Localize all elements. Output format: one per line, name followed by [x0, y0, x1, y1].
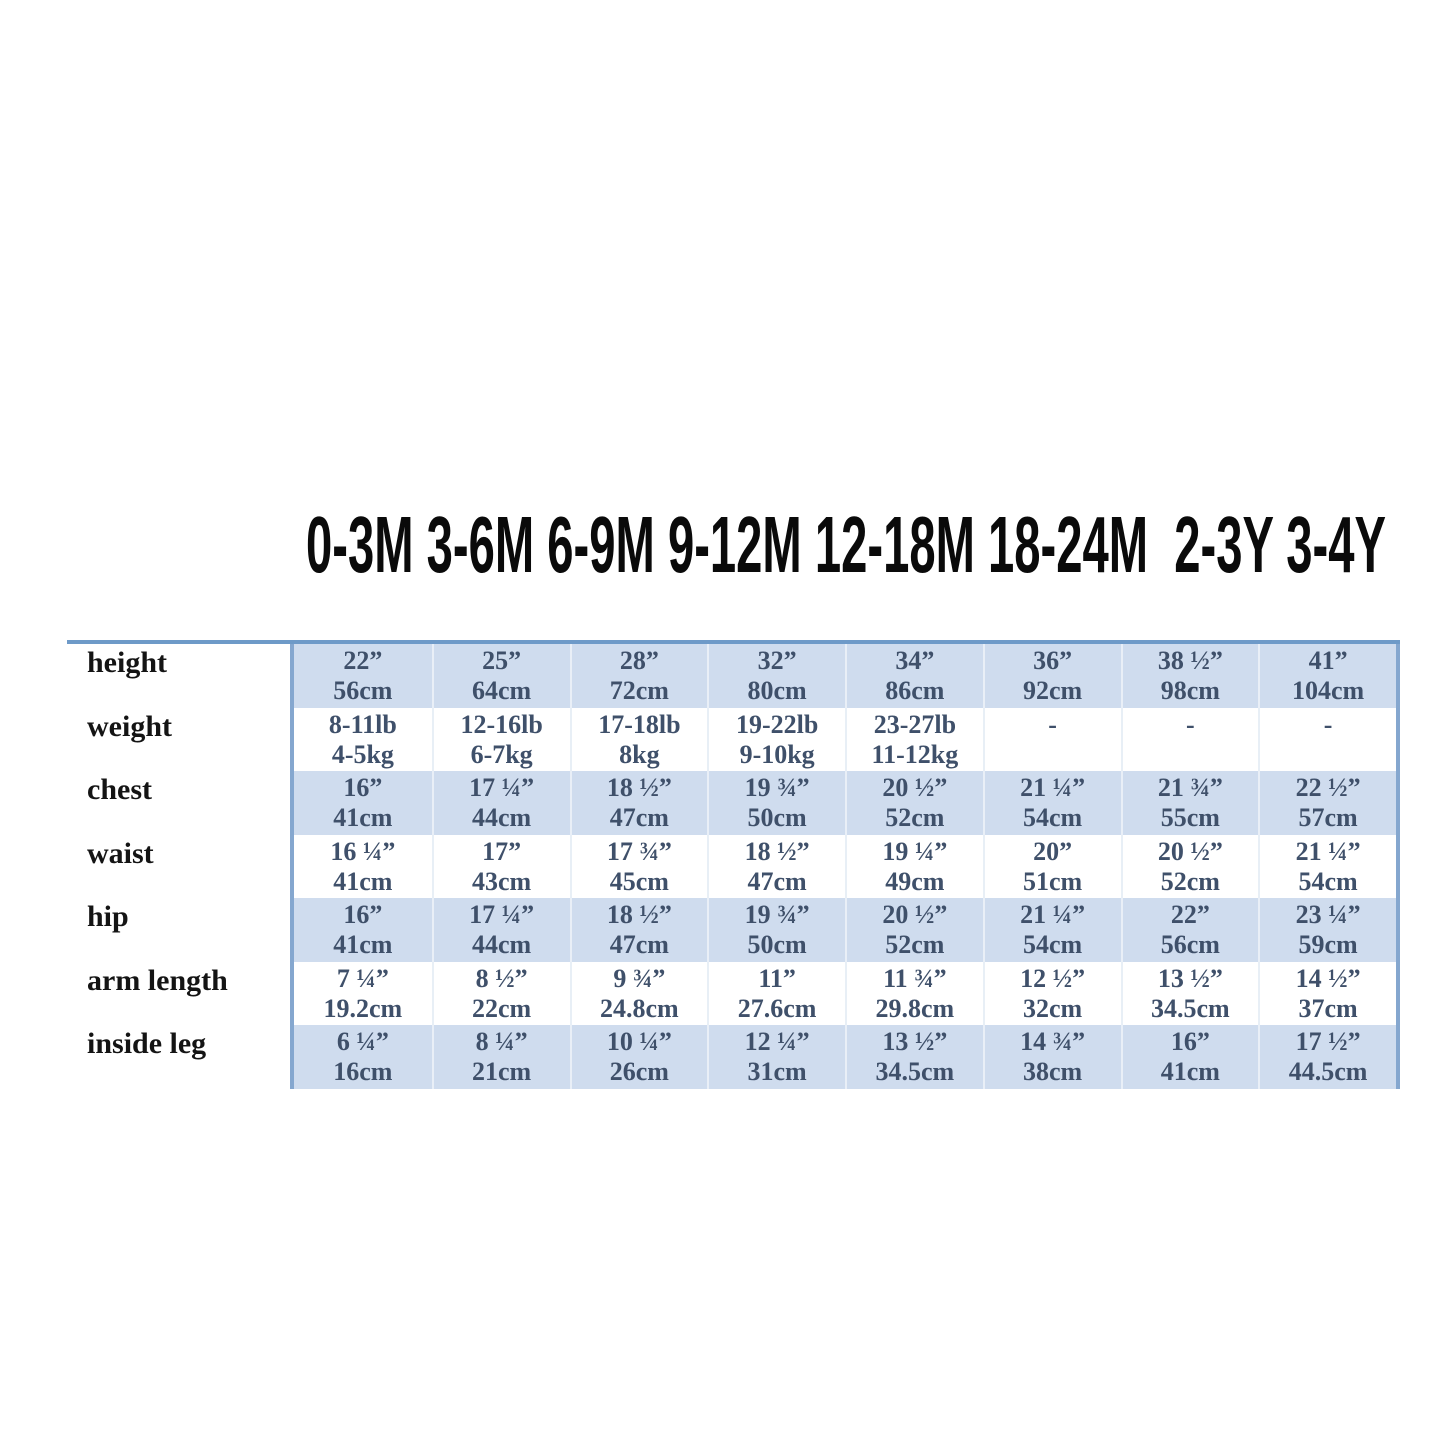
cell-metric-value: 9-10kg	[739, 739, 815, 769]
cell-metric-value: 26cm	[609, 1057, 669, 1086]
cell-imperial-value: 17 ¾”	[606, 836, 672, 866]
cell-imperial-value: 17 ¼”	[469, 773, 535, 802]
cell-imperial-value: 28”	[619, 646, 659, 675]
cell-imperial-value: 16”	[343, 900, 383, 929]
row-cells	[290, 962, 1400, 1026]
table-cell	[570, 898, 708, 962]
table-cell	[845, 835, 983, 899]
table-cell	[983, 1025, 1121, 1089]
table-cell	[983, 708, 1121, 772]
table-cell	[707, 644, 845, 708]
cell-imperial-value: 16”	[1170, 1027, 1210, 1056]
cell-imperial-value: 13 ½”	[1157, 963, 1223, 993]
table-row-weight	[67, 708, 1400, 772]
cell-metric-value: 45cm	[609, 866, 669, 896]
cell-imperial-value: 19 ¾”	[744, 773, 810, 802]
table-cell	[1121, 708, 1259, 772]
row-label: hip	[67, 898, 290, 962]
table-cell	[983, 835, 1121, 899]
row-label: waist	[67, 835, 290, 899]
cell-imperial-value: 14 ¾”	[1020, 1027, 1086, 1056]
cell-imperial-value: 18 ½”	[744, 836, 810, 866]
cell-imperial-value: 20 ½”	[882, 900, 948, 929]
cell-imperial-value: -	[1323, 709, 1333, 739]
cell-imperial-value: 17-18lb	[598, 709, 681, 739]
table-row-arm-length	[67, 962, 1400, 1026]
table-cell	[294, 835, 432, 899]
cell-metric-value: 11-12kg	[871, 739, 959, 769]
table-cell	[432, 708, 570, 772]
table-cell	[294, 1025, 432, 1089]
size-group-header: 0-3M 3-6M 6-9M 9-12M 12-18M 18-24M 2-3Y 3-4Y	[306, 500, 1386, 589]
table-cell	[1258, 644, 1396, 708]
cell-metric-value: 49cm	[885, 866, 945, 896]
cell-metric-value	[985, 740, 1121, 770]
cell-metric-value: 72cm	[609, 676, 669, 705]
table-cell	[432, 835, 570, 899]
cell-metric-value: 19.2cm	[323, 993, 403, 1023]
cell-imperial-value: 8 ½”	[475, 963, 528, 993]
cell-metric-value	[1123, 740, 1259, 770]
cell-metric-value: 47cm	[609, 930, 669, 959]
cell-metric-value: 8kg	[619, 739, 660, 769]
cell-metric-value: 24.8cm	[600, 993, 679, 1023]
row-label: arm length	[67, 962, 290, 1026]
cell-imperial-value: 22”	[1170, 900, 1210, 929]
cell-imperial-value: 18 ½”	[606, 773, 672, 802]
cell-imperial-value: 8-11lb	[328, 709, 397, 739]
row-cells	[290, 708, 1400, 772]
row-label: chest	[67, 771, 290, 835]
cell-imperial-value: 32”	[757, 646, 797, 675]
row-cells	[290, 644, 1400, 708]
row-cells	[290, 1025, 1400, 1089]
cell-imperial-value: -	[1048, 709, 1057, 739]
cell-imperial-value: 18 ½”	[606, 900, 672, 929]
cell-imperial-value: 19 ¾”	[744, 900, 810, 929]
cell-metric-value: 32cm	[1023, 993, 1083, 1023]
cell-imperial-value: 8 ¼”	[475, 1027, 528, 1056]
table-cell	[1121, 835, 1259, 899]
cell-metric-value: 16cm	[333, 1057, 393, 1086]
table-cell	[570, 771, 708, 835]
cell-metric-value: 34.5cm	[1151, 993, 1230, 1023]
row-cells	[290, 898, 1400, 962]
table-cell	[570, 962, 708, 1026]
cell-metric-value: 44cm	[472, 803, 532, 832]
row-label: weight	[67, 708, 290, 772]
table-cell	[294, 962, 432, 1026]
cell-imperial-value: 14 ½”	[1295, 963, 1361, 993]
table-row-chest	[67, 771, 1400, 835]
cell-imperial-value: 22 ½”	[1295, 773, 1361, 802]
cell-metric-value: 52cm	[885, 930, 945, 959]
cell-metric-value: 34.5cm	[875, 1057, 955, 1086]
cell-metric-value: 4-5kg	[331, 739, 394, 769]
cell-metric-value: 64cm	[472, 676, 532, 705]
table-cell	[1121, 1025, 1259, 1089]
table-cell	[432, 1025, 570, 1089]
cell-metric-value: 37cm	[1298, 993, 1358, 1023]
size-chart-table	[67, 640, 1400, 1089]
cell-imperial-value: 16 ¼”	[330, 836, 396, 866]
cell-metric-value: 50cm	[747, 803, 807, 832]
table-cell	[983, 644, 1121, 708]
cell-metric-value: 21cm	[472, 1057, 532, 1086]
cell-metric-value: 41cm	[333, 866, 393, 896]
table-cell	[845, 644, 983, 708]
table-cell	[1258, 771, 1396, 835]
cell-imperial-value: 17 ¼”	[469, 900, 535, 929]
cell-metric-value: 41cm	[333, 930, 393, 959]
table-cell	[1121, 898, 1259, 962]
table-cell	[845, 962, 983, 1026]
cell-metric-value: 54cm	[1023, 803, 1083, 832]
cell-metric-value: 6-7kg	[470, 739, 533, 769]
cell-metric-value: 44.5cm	[1288, 1057, 1368, 1086]
table-cell	[294, 898, 432, 962]
cell-imperial-value: 19 ¼”	[882, 836, 948, 866]
table-cell	[1258, 962, 1396, 1026]
table-cell	[845, 708, 983, 772]
cell-imperial-value: 13 ½”	[882, 1027, 948, 1056]
cell-imperial-value: 21 ¼”	[1295, 836, 1361, 866]
cell-metric-value: 47cm	[609, 803, 669, 832]
table-cell	[1258, 1025, 1396, 1089]
table-cell	[1258, 708, 1396, 772]
cell-imperial-value: 21 ¼”	[1020, 900, 1086, 929]
cell-metric-value: 44cm	[472, 930, 532, 959]
table-cell	[707, 708, 845, 772]
row-cells	[290, 835, 1400, 899]
table-cell	[845, 898, 983, 962]
cell-metric-value: 52cm	[885, 803, 945, 832]
table-row-waist	[67, 835, 1400, 899]
cell-metric-value: 57cm	[1298, 803, 1358, 832]
cell-metric-value: 29.8cm	[875, 993, 955, 1023]
cell-metric-value: 98cm	[1160, 676, 1220, 705]
table-cell	[570, 835, 708, 899]
cell-metric-value: 92cm	[1023, 676, 1083, 705]
cell-metric-value: 104cm	[1292, 676, 1365, 705]
cell-imperial-value: 12 ½”	[1020, 963, 1086, 993]
cell-metric-value: 41cm	[333, 803, 393, 832]
cell-imperial-value: 21 ¼”	[1020, 773, 1086, 802]
cell-metric-value: 38cm	[1023, 1057, 1083, 1086]
table-cell	[707, 771, 845, 835]
cell-metric-value: 27.6cm	[737, 993, 817, 1023]
cell-imperial-value: 19-22lb	[735, 709, 819, 739]
table-cell	[432, 771, 570, 835]
cell-imperial-value: 6 ¼”	[336, 1027, 389, 1056]
cell-imperial-value: 7 ¼”	[336, 963, 389, 993]
row-label: height	[67, 644, 290, 708]
cell-imperial-value: 20 ½”	[882, 773, 948, 802]
cell-imperial-value: 20 ½”	[1157, 836, 1223, 866]
cell-metric-value: 31cm	[747, 1057, 807, 1086]
cell-imperial-value: 41”	[1308, 646, 1348, 675]
table-cell	[432, 962, 570, 1026]
cell-metric-value: 43cm	[472, 866, 532, 896]
cell-imperial-value: 9 ¾”	[613, 963, 666, 993]
table-cell	[707, 835, 845, 899]
cell-imperial-value: 34”	[895, 646, 935, 675]
table-row-hip	[67, 898, 1400, 962]
cell-imperial-value: 16”	[343, 773, 383, 802]
table-cell	[845, 1025, 983, 1089]
cell-metric-value: 54cm	[1298, 866, 1358, 896]
table-cell	[432, 898, 570, 962]
table-cell	[707, 898, 845, 962]
cell-imperial-value: 20”	[1033, 836, 1073, 866]
table-cell	[1258, 898, 1396, 962]
table-cell	[1121, 962, 1259, 1026]
table-cell	[432, 644, 570, 708]
table-cell	[707, 962, 845, 1026]
cell-imperial-value: 23-27lb	[873, 709, 957, 739]
cell-imperial-value: 38 ½”	[1157, 646, 1223, 675]
table-cell	[1258, 835, 1396, 899]
cell-imperial-value: -	[1186, 709, 1195, 739]
cell-metric-value: 55cm	[1160, 803, 1220, 832]
row-label: inside leg	[67, 1025, 290, 1089]
table-cell	[294, 771, 432, 835]
cell-metric-value: 50cm	[747, 930, 807, 959]
cell-metric-value: 86cm	[885, 676, 945, 705]
cell-imperial-value: 11”	[758, 963, 796, 993]
cell-imperial-value: 25”	[482, 646, 522, 675]
table-cell	[707, 1025, 845, 1089]
table-cell	[570, 1025, 708, 1089]
cell-imperial-value: 17 ½”	[1295, 1027, 1361, 1056]
cell-imperial-value: 22”	[343, 646, 383, 675]
table-cell	[1121, 644, 1259, 708]
table-cell	[983, 771, 1121, 835]
table-cell	[983, 962, 1121, 1026]
cell-imperial-value: 12-16lb	[460, 709, 543, 739]
cell-imperial-value: 10 ¼”	[606, 1027, 672, 1056]
cell-metric-value: 56cm	[1160, 930, 1220, 959]
cell-metric-value: 59cm	[1298, 930, 1358, 959]
cell-metric-value: 41cm	[1160, 1057, 1220, 1086]
table-cell	[294, 708, 432, 772]
cell-metric-value: 51cm	[1023, 866, 1083, 896]
table-cell	[983, 898, 1121, 962]
cell-imperial-value: 21 ¾”	[1157, 773, 1223, 802]
cell-metric-value: 80cm	[747, 676, 807, 705]
table-cell	[570, 644, 708, 708]
table-cell	[294, 644, 432, 708]
cell-metric-value: 22cm	[472, 993, 532, 1023]
cell-imperial-value: 12 ¼”	[744, 1027, 810, 1056]
cell-imperial-value: 36”	[1033, 646, 1073, 675]
cell-metric-value	[1260, 740, 1396, 770]
cell-imperial-value: 23 ¼”	[1295, 900, 1361, 929]
cell-metric-value: 56cm	[333, 676, 393, 705]
cell-metric-value: 54cm	[1023, 930, 1083, 959]
table-cell	[845, 771, 983, 835]
table-cell	[570, 708, 708, 772]
table-row-inside-leg	[67, 1025, 1400, 1089]
cell-metric-value: 47cm	[747, 866, 807, 896]
table-cell	[1121, 771, 1259, 835]
row-cells	[290, 771, 1400, 835]
cell-imperial-value: 11 ¾”	[883, 963, 947, 993]
table-row-height	[67, 644, 1400, 708]
cell-imperial-value: 17”	[482, 836, 522, 866]
cell-metric-value: 52cm	[1160, 866, 1220, 896]
